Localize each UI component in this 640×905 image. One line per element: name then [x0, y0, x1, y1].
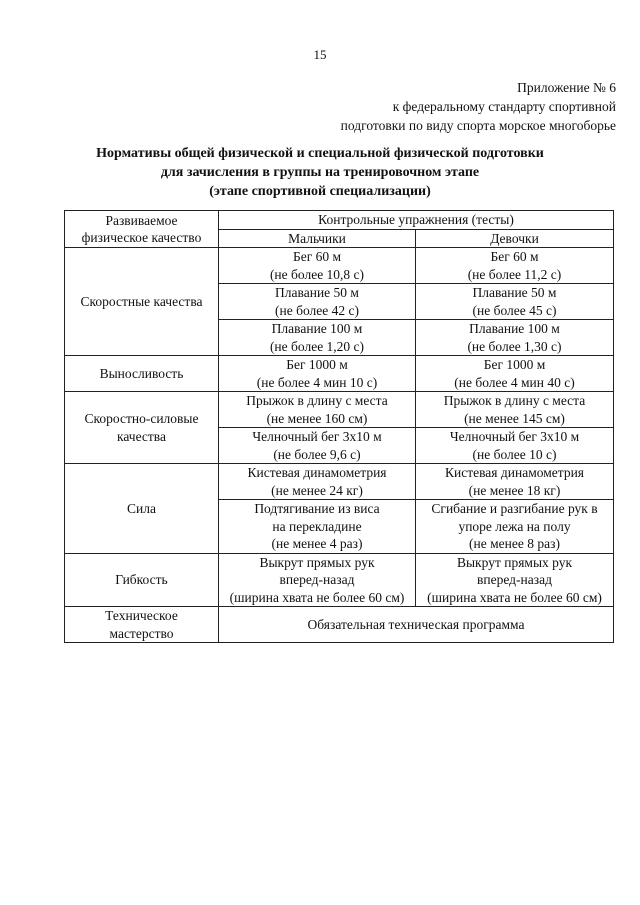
girls-norm-cell: [416, 356, 614, 392]
boys-norm-cell: [219, 500, 416, 554]
table-header-row: [65, 211, 614, 230]
table-row: [65, 464, 614, 500]
girls-norm-cell-line: упоре лежа на полу: [458, 518, 571, 534]
girls-norm-cell-line: Бег 60 м: [490, 249, 539, 264]
page-number: 15: [313, 47, 327, 62]
boys-norm-cell-line: Челночный бег 3х10 м: [252, 429, 382, 444]
boys-norm-cell-line: (не более 10,8 с): [269, 266, 365, 282]
boys-norm-cell-line: (ширина хвата не более 60 см): [229, 589, 405, 605]
girls-norm-cell-line: (не более 45 с): [472, 302, 557, 318]
girls-norm-cell-line: Кистевая динамометрия: [445, 465, 585, 480]
boys-norm-cell-line: на перекладине: [272, 518, 362, 534]
table-row: [65, 392, 614, 428]
header-tests: Контрольные упражнения (тесты): [219, 211, 614, 230]
boys-norm-cell-line: (не менее 24 кг): [271, 482, 363, 498]
appendix-line: Приложение № 6: [517, 80, 616, 95]
girls-norm-cell-line: Прыжок в длину с места: [443, 393, 586, 408]
girls-norm-cell-line: (не более 10 с): [472, 446, 557, 462]
boys-norm-cell-line: Плавание 100 м: [271, 321, 363, 336]
table-body: [65, 248, 614, 643]
girls-norm-cell-line: (не менее 145 см): [464, 410, 565, 426]
girls-norm-cell-line: (не менее 18 кг): [468, 482, 561, 498]
boys-norm-cell-line: Плавание 50 м: [275, 285, 359, 300]
girls-norm-cell-line: Сгибание и разгибание рук в: [431, 501, 598, 516]
boys-norm-cell: [219, 356, 416, 392]
table-row: [65, 356, 614, 392]
boys-norm-cell-line: (не более 4 мин 10 с): [256, 374, 378, 390]
boys-norm-cell: [219, 284, 416, 320]
header-girls: Девочки: [416, 229, 614, 248]
quality-cell: [65, 356, 219, 392]
quality-cell: [65, 607, 219, 643]
girls-norm-cell-line: вперед-назад: [477, 572, 552, 587]
quality-cell-line: мастерство: [109, 625, 174, 641]
girls-norm-cell: [416, 248, 614, 284]
girls-norm-cell: [416, 500, 614, 554]
boys-norm-cell: [219, 392, 416, 428]
boys-norm-cell: [219, 248, 416, 284]
girls-norm-cell: [416, 428, 614, 464]
girls-norm-cell-line: Бег 1000 м: [483, 357, 546, 372]
girls-norm-cell-line: (не более 11,2 с): [467, 266, 562, 282]
boys-norm-cell-line: Выкрут прямых рук: [259, 554, 375, 570]
quality-cell: [65, 248, 219, 356]
table-row: [65, 607, 614, 643]
boys-norm-cell-line: Бег 1000 м: [286, 357, 348, 372]
appendix-line: к федеральному стандарту спортивной: [392, 99, 616, 114]
boys-norm-cell-line: вперед-назад: [279, 572, 355, 587]
girls-norm-cell-line: Челночный бег 3х10 м: [449, 429, 580, 444]
title-line: для зачисления в группы на тренировочном этапе: [160, 165, 480, 180]
header-boys: Мальчики: [219, 229, 416, 248]
quality-cell-line: Гибкость: [115, 572, 168, 587]
quality-cell-line: качества: [116, 428, 166, 444]
quality-cell-line: Скоростные качества: [80, 293, 203, 309]
boys-norm-cell-line: (не более 1,20 с): [269, 338, 365, 354]
boys-norm-cell-line: (не более 9,6 с): [273, 446, 361, 462]
quality-cell-line: Скоростно-силовые: [84, 411, 199, 426]
quality-cell: [65, 392, 219, 464]
quality-cell: [65, 553, 219, 607]
girls-norm-cell: [416, 553, 614, 607]
girls-norm-cell-line: (не более 4 мин 40 с): [454, 374, 575, 390]
girls-norm-cell-line: Плавание 100 м: [469, 321, 560, 336]
norms-table: [64, 210, 614, 643]
quality-cell-line: Техническое: [105, 608, 178, 623]
quality-cell-line: Выносливость: [99, 365, 184, 381]
boys-norm-cell: [219, 464, 416, 500]
boys-norm-cell-line: (не менее 160 см): [266, 410, 368, 426]
boys-norm-cell: [219, 553, 416, 607]
boys-norm-cell-line: Подтягивание из виса: [254, 501, 380, 516]
technical-program-cell: Обязательная техническая программа: [219, 607, 614, 643]
girls-norm-cell-line: Выкрут прямых рук: [456, 554, 573, 570]
girls-norm-cell: [416, 284, 614, 320]
appendix-note: [341, 78, 616, 135]
girls-norm-cell: [416, 464, 614, 500]
boys-norm-cell: [219, 320, 416, 356]
title-line: Нормативы общей физической и специальной физической подготовки: [96, 146, 544, 161]
quality-cell: [65, 464, 219, 554]
girls-norm-cell: [416, 320, 614, 356]
table-row: [65, 248, 614, 284]
girls-norm-cell-line: Плавание 50 м: [472, 285, 557, 300]
header-quality: Развиваемое физическое качество: [65, 211, 219, 248]
boys-norm-cell-line: (не менее 4 раз): [271, 536, 363, 551]
appendix-line: подготовки по виду спорта морское многоборье: [340, 118, 616, 133]
boys-norm-cell-line: (не более 42 с): [275, 302, 359, 318]
boys-norm-cell-line: Прыжок в длину с места: [246, 393, 388, 408]
girls-norm-cell: [416, 392, 614, 428]
document-title: [0, 144, 640, 201]
girls-norm-cell-line: (ширина хвата не более 60 см): [427, 589, 602, 605]
boys-norm-cell-line: Кистевая динамометрия: [247, 465, 387, 480]
table-row: [65, 553, 614, 607]
boys-norm-cell-line: Бег 60 м: [292, 249, 342, 264]
quality-cell-line: Сила: [127, 500, 156, 516]
title-line: (этапе спортивной специализации): [209, 184, 431, 199]
girls-norm-cell-line: (не менее 8 раз): [469, 536, 560, 551]
girls-norm-cell-line: (не более 1,30 с): [467, 338, 562, 354]
boys-norm-cell: [219, 428, 416, 464]
